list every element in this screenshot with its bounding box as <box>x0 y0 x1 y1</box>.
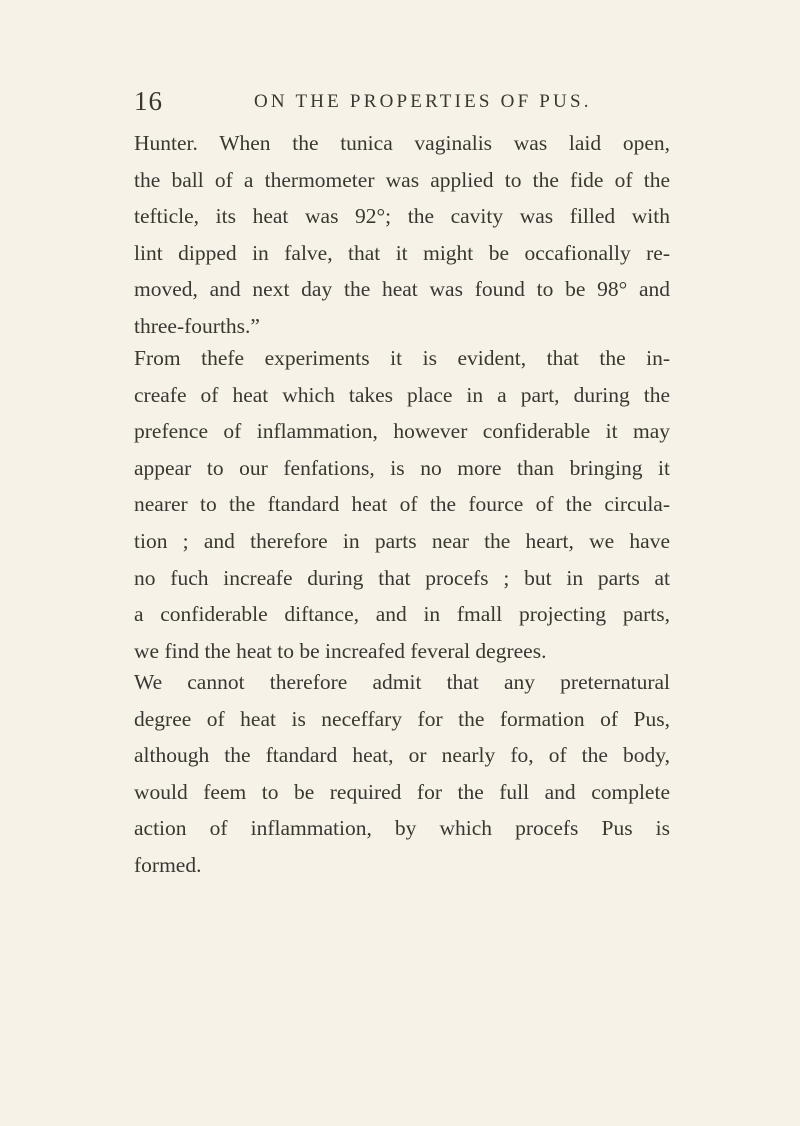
text-line: formed. <box>134 852 202 877</box>
text-line: From thefe experiments it is evident, that the in- <box>134 346 670 370</box>
text-line: no fuch increafe during that procefs ; but in parts at <box>134 565 670 590</box>
running-title: ON THE PROPERTIES OF PUS. <box>254 91 592 112</box>
text-line: we find the heat to be increafed feveral degrees. <box>134 638 547 663</box>
text-line: Hunter. When the tunica vaginalis was laid open, <box>134 131 670 155</box>
text-line: lint dipped in falve, that it might be occafionally re- <box>134 240 670 265</box>
text-line: tion ; and therefore in parts near the heart, we have <box>134 528 670 553</box>
paragraph-1 <box>134 125 670 345</box>
text-line: moved, and next day the heat was found to be 98° and <box>134 277 670 302</box>
text-line: three-fourths.” <box>134 313 260 338</box>
page-number: 16 <box>134 86 163 116</box>
text-line: the ball of a thermometer was applied to the fide of the <box>134 167 670 192</box>
paragraph-3 <box>134 664 670 884</box>
text-line: We cannot therefore admit that any preternatural <box>134 670 670 694</box>
paragraph-2 <box>134 340 670 669</box>
text-line: would feem to be required for the full and complete <box>134 779 670 804</box>
running-head <box>134 86 666 122</box>
text-line: although the ftandard heat, or nearly fo, of the body, <box>134 743 670 768</box>
text-line: prefence of inflammation, however confiderable it may <box>134 419 670 444</box>
text-line: appear to our fenfations, is no more than bringing it <box>134 455 670 480</box>
text-line: action of inflammation, by which procefs Pus is <box>134 816 670 841</box>
text-line: creafe of heat which takes place in a part, during the <box>134 382 670 407</box>
text-line: a confiderable diftance, and in fmall projecting parts, <box>134 602 670 627</box>
text-line: tefticle, its heat was 92°; the cavity was filled with <box>134 204 670 229</box>
text-line: degree of heat is neceffary for the formation of Pus, <box>134 706 670 731</box>
text-line: nearer to the ftandard heat of the fource of the circula- <box>134 492 670 517</box>
